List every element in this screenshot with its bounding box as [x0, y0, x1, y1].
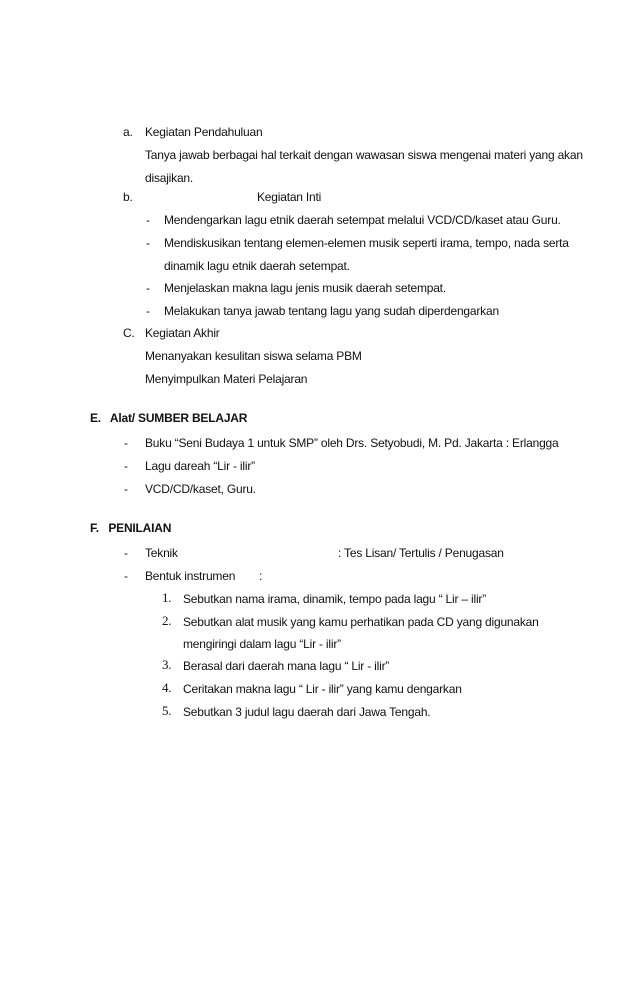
e-item-2: Lagu dareah “Lir - ilir” — [145, 459, 255, 473]
question-text: Sebutkan 3 judul lagu daerah dari Jawa Tengah. — [183, 705, 431, 719]
bentuk-colon: : — [259, 569, 263, 583]
bullet-dash: - — [124, 459, 128, 473]
bullet-dash: - — [146, 236, 150, 250]
item-b-marker: b. — [123, 190, 133, 204]
question-text-continued: mengiringi dalam lagu “Lir - ilir” — [183, 637, 341, 651]
question-number: 5. — [162, 703, 172, 718]
question-text: Sebutkan nama irama, dinamik, tempo pada lagu “ Lir – ilir” — [183, 592, 487, 606]
b-item-2-line1: Mendiskusikan tentang elemen-elemen musik seperti irama, tempo, nada serta — [164, 236, 569, 250]
item-c-line1: Menanyakan kesulitan siswa selama PBM — [145, 349, 362, 363]
bentuk-label: Bentuk instrumen — [145, 569, 236, 583]
b-item-4: Melakukan tanya jawab tentang lagu yang sudah diperdengarkan — [164, 304, 499, 318]
item-b-title: Kegiatan Inti — [257, 190, 322, 204]
item-c-title: Kegiatan Akhir — [145, 326, 220, 340]
question-number: 1. — [162, 590, 172, 605]
question-number: 2. — [162, 613, 172, 628]
e-item-1: Buku “Seni Budaya 1 untuk SMP” oleh Drs. Setyobudi, M. Pd. Jakarta : Erlangga — [145, 436, 559, 450]
question-number: 3. — [162, 657, 172, 672]
b-item-1: Mendengarkan lagu etnik daerah setempat melalui VCD/CD/kaset atau Guru. — [164, 213, 561, 227]
bullet-dash: - — [124, 436, 128, 450]
bullet-dash: - — [124, 546, 128, 560]
item-c-line2: Menyimpulkan Materi Pelajaran — [145, 372, 308, 386]
question-text: Berasal dari daerah mana lagu “ Lir - ilir” — [183, 659, 390, 673]
b-item-2-line2: dinamik lagu etnik daerah setempat. — [164, 259, 350, 273]
item-a-marker: a. — [123, 125, 133, 139]
question-text: Sebutkan alat musik yang kamu perhatikan pada CD yang digunakan — [183, 615, 539, 629]
item-a-title: Kegiatan Pendahuluan — [145, 125, 263, 139]
question-text: Ceritakan makna lagu “ Lir - ilir” yang kamu dengarkan — [183, 682, 462, 696]
bullet-dash: - — [124, 569, 128, 583]
question-number: 4. — [162, 680, 172, 695]
item-a-line1: Tanya jawab berbagai hal terkait dengan wawasan siswa mengenai materi yang akan — [145, 148, 583, 162]
bullet-dash: - — [124, 482, 128, 496]
bullet-dash: - — [146, 213, 150, 227]
bullet-dash: - — [146, 304, 150, 318]
teknik-value: : Tes Lisan/ Tertulis / Penugasan — [338, 546, 504, 560]
bullet-dash: - — [146, 281, 150, 295]
teknik-label: Teknik — [145, 546, 178, 560]
item-a-line2: disajikan. — [145, 171, 194, 185]
b-item-3: Menjelaskan makna lagu jenis musik daerah setempat. — [164, 281, 446, 295]
section-e-heading: E. Alat/ SUMBER BELAJAR — [90, 411, 248, 425]
item-c-marker: C. — [123, 326, 135, 340]
e-item-3: VCD/CD/kaset, Guru. — [145, 482, 256, 496]
section-f-heading: F. PENILAIAN — [90, 521, 172, 535]
